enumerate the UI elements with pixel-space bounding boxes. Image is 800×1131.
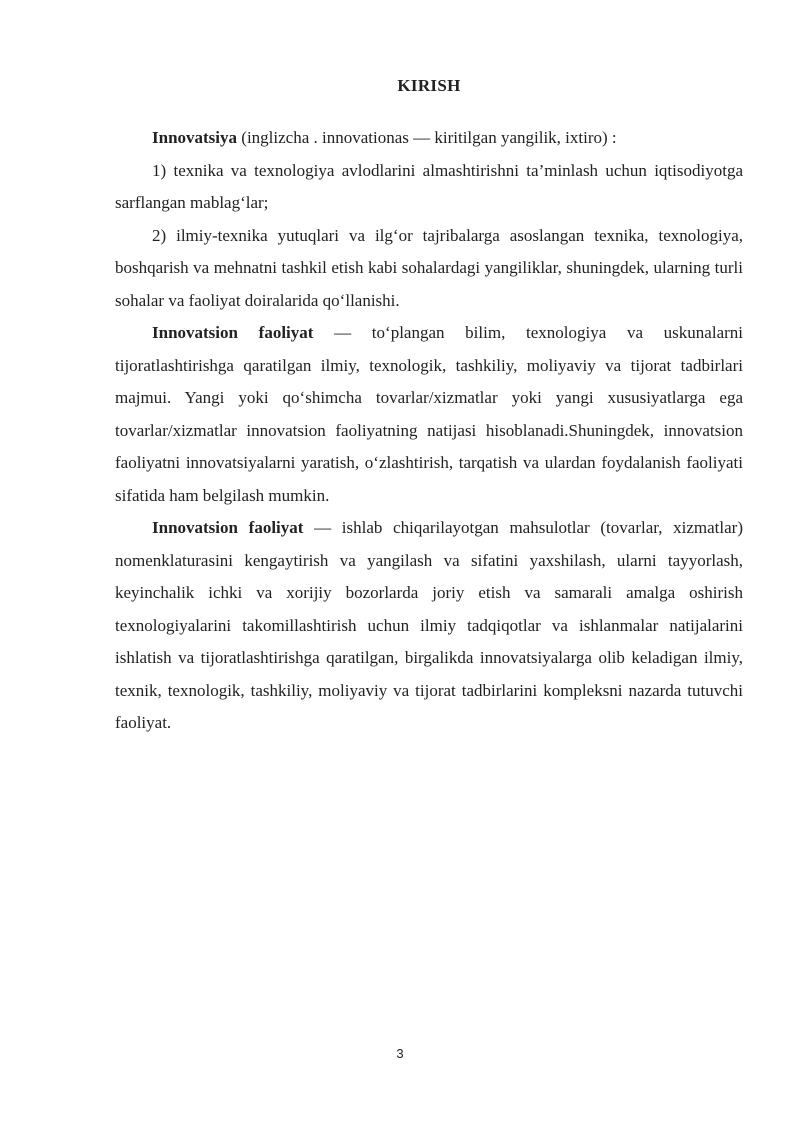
paragraph-list-item-1 <box>115 155 743 220</box>
paragraph-text: 2) ilmiy-texnika yutuqlari va ilg‘or tajribalarga asoslangan texnika, texnologiya, boshqarish va mehnatni tashkil etish kabi sohalardagi yangiliklar, shuningdek, ularning turli sohalar va faoliyat doiralarida qo‘llanishi. <box>115 225 743 310</box>
paragraph-text: — to‘plangan bilim, texnologiya va uskunalarni tijoratlashtirishga qaratilgan ilmiy, texnologik, tashkiliy, moliyaviy va tijorat tadbirlari majmui. Yangi yoki qo‘shimcha tovarlar/xizmatlar yoki yangi xususiyatlarga ega tovarlar/xizmatlar innovatsion faoliyatning natijasi hisoblanadi.Shuningdek, innovatsion faoliyatni innovatsiyalarni yaratish, o‘zlashtirish, tarqatish va ulardan foydalanish faoliyati sifatida ham belgilash mumkin. <box>115 323 743 505</box>
page-number: 3 <box>396 1046 404 1061</box>
term-label: Innovatsiya <box>152 128 238 147</box>
paragraph-innovatsion-faoliyat-1 <box>115 317 743 512</box>
paragraph-list-item-2 <box>115 220 743 318</box>
paragraph-innovatsion-faoliyat-2 <box>115 512 743 740</box>
term-label: Innovatsion faoliyat <box>152 518 304 537</box>
term-label: Innovatsion faoliyat <box>152 323 314 342</box>
paragraph-innovatsiya-definition <box>115 122 743 155</box>
paragraph-text: (inglizcha . innovationas — kiritilgan yangilik, ixtiro) : <box>237 128 617 147</box>
paragraph-text: — ishlab chiqarilayotgan mahsulotlar (tovarlar, xizmatlar) nomenklaturasini kengaytirish va yangilash va sifatini yaxshilash, ularni tayyorlash, keyinchalik ichki va xorijiy bozorlarda joriy etish va samarali amalga oshirish texnologiyalarini takomillashtirish uchun ilmiy tadqiqotlar va ishlanmalar natijalarini ishlatish va tijoratlashtirishga qaratilgan, birgalikda innovatsiyalarga olib keladigan ilmiy, texnik, texnologik, tashkiliy, moliyaviy va tijorat tadbirlarini kompleksni nazarda tutuvchi faoliyat. <box>115 518 743 732</box>
document-body <box>115 122 743 740</box>
document-page <box>115 0 743 1131</box>
page-title: KIRISH <box>397 76 461 95</box>
paragraph-text: 1) texnika va texnologiya avlodlarini almashtirishni ta’minlash uchun iqtisodiyotga sarflangan mablag‘lar; <box>115 160 743 212</box>
